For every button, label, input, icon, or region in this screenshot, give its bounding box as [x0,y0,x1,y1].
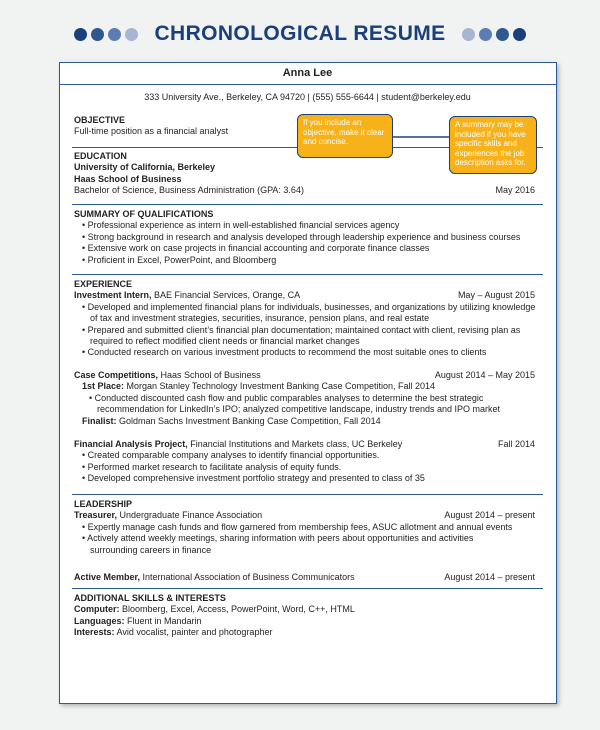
dot-icon [513,28,526,41]
section-heading: EXPERIENCE [74,279,133,289]
job-date: May – August 2015 [457,290,535,301]
role-date: August 2014 – present [444,510,535,521]
divider [72,494,543,495]
dots-left [74,28,138,41]
summary-note: A summary may be included if you have specific skills and experiences the job description asks for. [449,116,537,174]
list-item-cont: required to reflect modified client needs or financial market changes [90,336,360,347]
award-row: Finalist: Goldman Sachs Investment Banking Case Competition, Fall 2014 [82,415,381,426]
list-item-cont: recommendation for LinkedIn’s IPO; analyzed competitive landscape, industry trends and IPO market [97,404,501,415]
role-title-row: Active Member, International Association of Business Communicators [74,572,355,582]
list-item-cont: of tax and investment strategies, securities, insurance, pension plans, and real estate [90,313,430,324]
objective-text: Full-time position as a financial analyst [74,126,229,137]
case-competitions [74,370,541,427]
section-heading: ADDITIONAL SKILLS & INTERESTS [74,593,226,603]
education-date: May 2016 [495,185,535,196]
role-date: August 2014 – present [444,572,535,582]
contact-line: 333 University Ave., Berkeley, CA 94720 | (555) 555-6644 | student@berkeley.edu [144,92,471,102]
list-item: • Conducted discounted cash flow and public comparables analyses to determine the best strategic [89,392,484,403]
divider [72,588,543,589]
list-item: • Extensive work on case projects in financial accounting and corporate finance classes [82,243,430,254]
job-title-row: Financial Analysis Project, Financial Institutions and Markets class, UC Berkeley [74,439,403,449]
divider [72,274,543,275]
section-heading: OBJECTIVE [74,115,126,125]
role-title-row: Treasurer, Undergraduate Finance Association [74,510,263,521]
header [0,14,600,54]
list-item: • Developed comprehensive investment portfolio strategy and presented to class of 35 [82,473,425,484]
objective-note: If you include an objective, make it clear and concise. [297,114,393,158]
skills-row: Computer: Bloomberg, Excel, Access, PowerPoint, Word, C++, HTML [74,604,355,615]
financial-analysis-project [74,439,541,485]
job-title-row: Investment Intern, BAE Financial Services, Orange, CA [74,290,301,301]
list-item: • Conducted research on various investment products to recommend the most suitable ones to clients [82,347,487,358]
dot-icon [496,28,509,41]
list-item: • Proficient in Excel, PowerPoint, and Bloomberg [82,254,277,265]
school-name: University of California, Berkeley [74,162,216,173]
section-heading: LEADERSHIP [74,499,133,509]
college-name: Haas School of Business [74,173,182,184]
award-row: 1st Place: Morgan Stanley Technology Investment Banking Case Competition, Fall 2014 [82,381,436,392]
job-title-row: Case Competitions, Haas School of Business [74,370,261,380]
skills-row: Interests: Avid vocalist, painter and photographer [74,627,273,638]
skills-row: Languages: Fluent in Mandarin [74,615,202,626]
dot-icon [125,28,138,41]
list-item: • Developed and implemented financial plans for individuals, businesses, and organizations by utilizing knowledge [82,301,536,312]
resume-name: Anna Lee [282,67,333,79]
dot-icon [108,28,121,41]
skills-section [74,593,541,639]
list-item: • Prepared and submitted client’s financial plan documentation; maintained contact with client, revising plan as [82,324,521,335]
dots-right [462,28,526,41]
dot-icon [91,28,104,41]
page-title: CHRONOLOGICAL RESUME [154,22,446,45]
active-member [74,572,541,583]
section-heading: EDUCATION [74,151,127,161]
job-date: Fall 2014 [497,439,535,449]
list-item: • Expertly manage cash funds and flow garnered from membership fees, ASUC allotment and annual events [82,521,513,532]
job-date: August 2014 – May 2015 [434,370,535,380]
list-item: • Created comparable company analyses to identify financial opportunities. [82,450,380,461]
dot-icon [74,28,87,41]
leadership-section [74,499,541,556]
resume-page [59,62,557,704]
experience-section [74,279,541,359]
list-item-cont: surrounding careers in finance [90,544,212,555]
dot-icon [479,28,492,41]
degree-text: Bachelor of Science, Business Administration (GPA: 3.64) [74,185,304,196]
list-item: • Performed market research to facilitate analysis of equity funds. [82,461,342,472]
list-item: • Professional experience as intern in well-established financial services agency [82,220,400,231]
list-item: • Strong background in research and analysis developed through leadership experience and business courses [82,231,521,242]
list-item: • Actively attend weekly meetings, sharing information with peers about opportunities and activities [82,533,474,544]
dot-icon [462,28,475,41]
section-heading: SUMMARY OF QUALIFICATIONS [74,209,214,219]
